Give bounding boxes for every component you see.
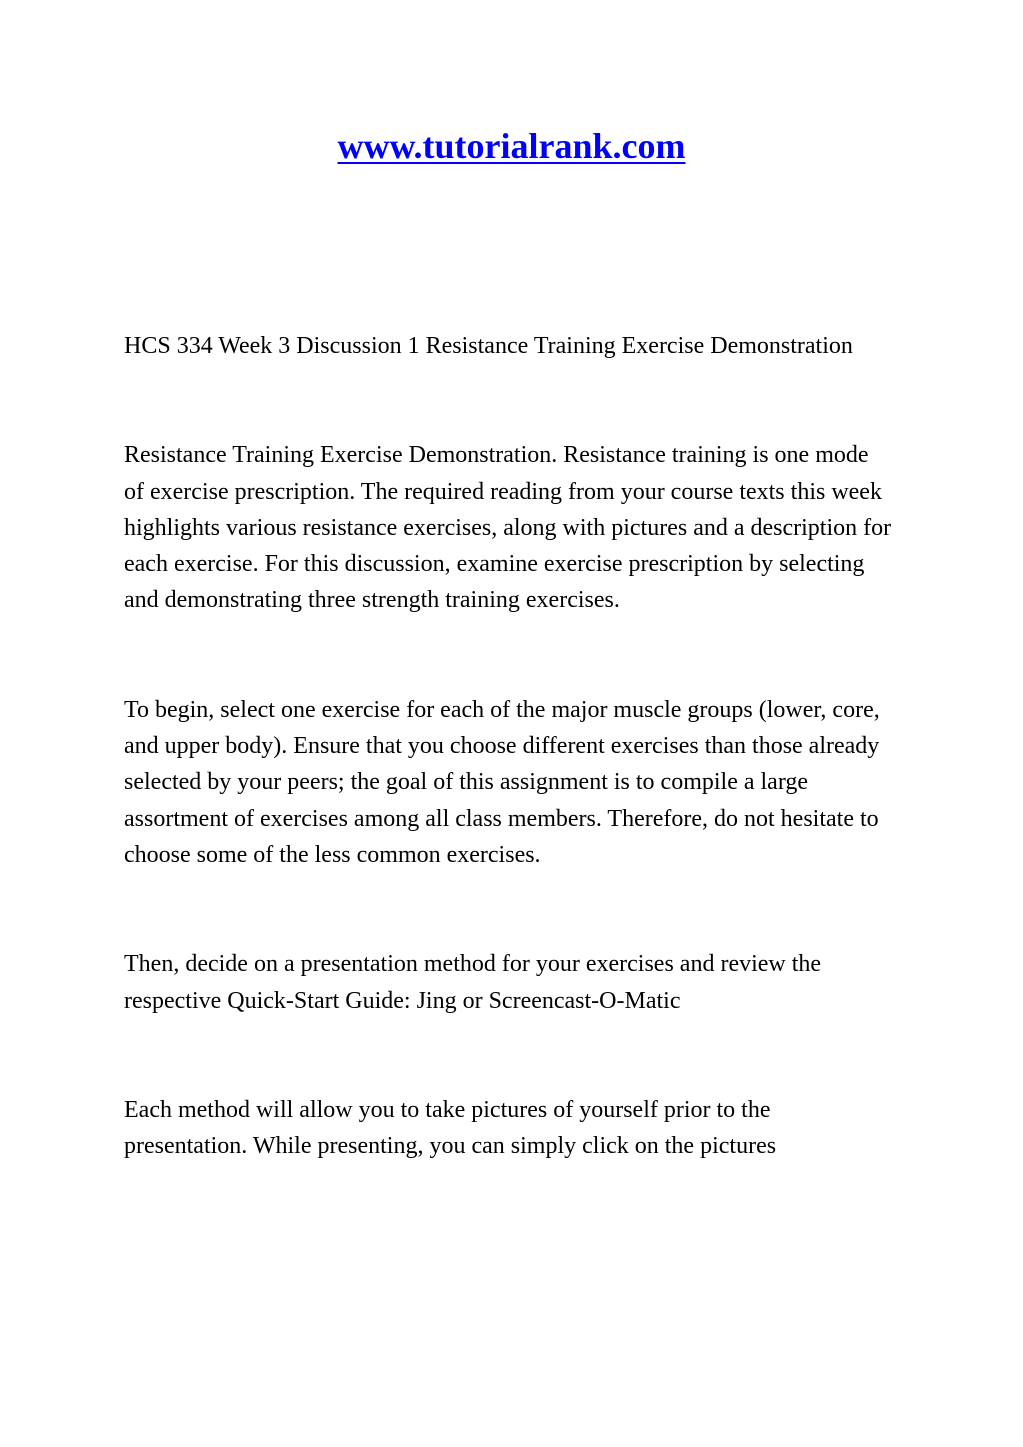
site-header (0, 122, 1023, 170)
paragraph-presentation-method: Then, decide on a presentation method for your exercises and review the respective Quick-Start Guide: Jing or Screencast-O-Matic (124, 951, 822, 1014)
document-title: HCS 334 Week 3 Discussion 1 Resistance Training Exercise Demonstration (124, 333, 853, 359)
document-body (124, 328, 894, 1164)
paragraph-pictures: Each method will allow you to take pictures of yourself prior to the presentation. While presenting, you can simply click on the pictures (124, 1096, 777, 1160)
site-link[interactable]: www.tutorialrank.com (337, 126, 686, 166)
paragraph-instructions: To begin, select one exercise for each of the major muscle groups (lower, core, and upper body). Ensure that you choose different exercises than those already selected by your peers; the goal of this assignment is to compile a large assortment of exercises among all class members. Therefore, do not hesitate to choose some of the less common exercises. (124, 696, 880, 868)
paragraph-intro: Resistance Training Exercise Demonstration. Resistance training is one mode of exercise prescription. The required reading from your course texts this week highlights various resistance exercises, along with pictures and a description for each exercise. For this discussion, examine exercise prescription by selecting and demonstrating three strength training exercises. (124, 442, 892, 614)
